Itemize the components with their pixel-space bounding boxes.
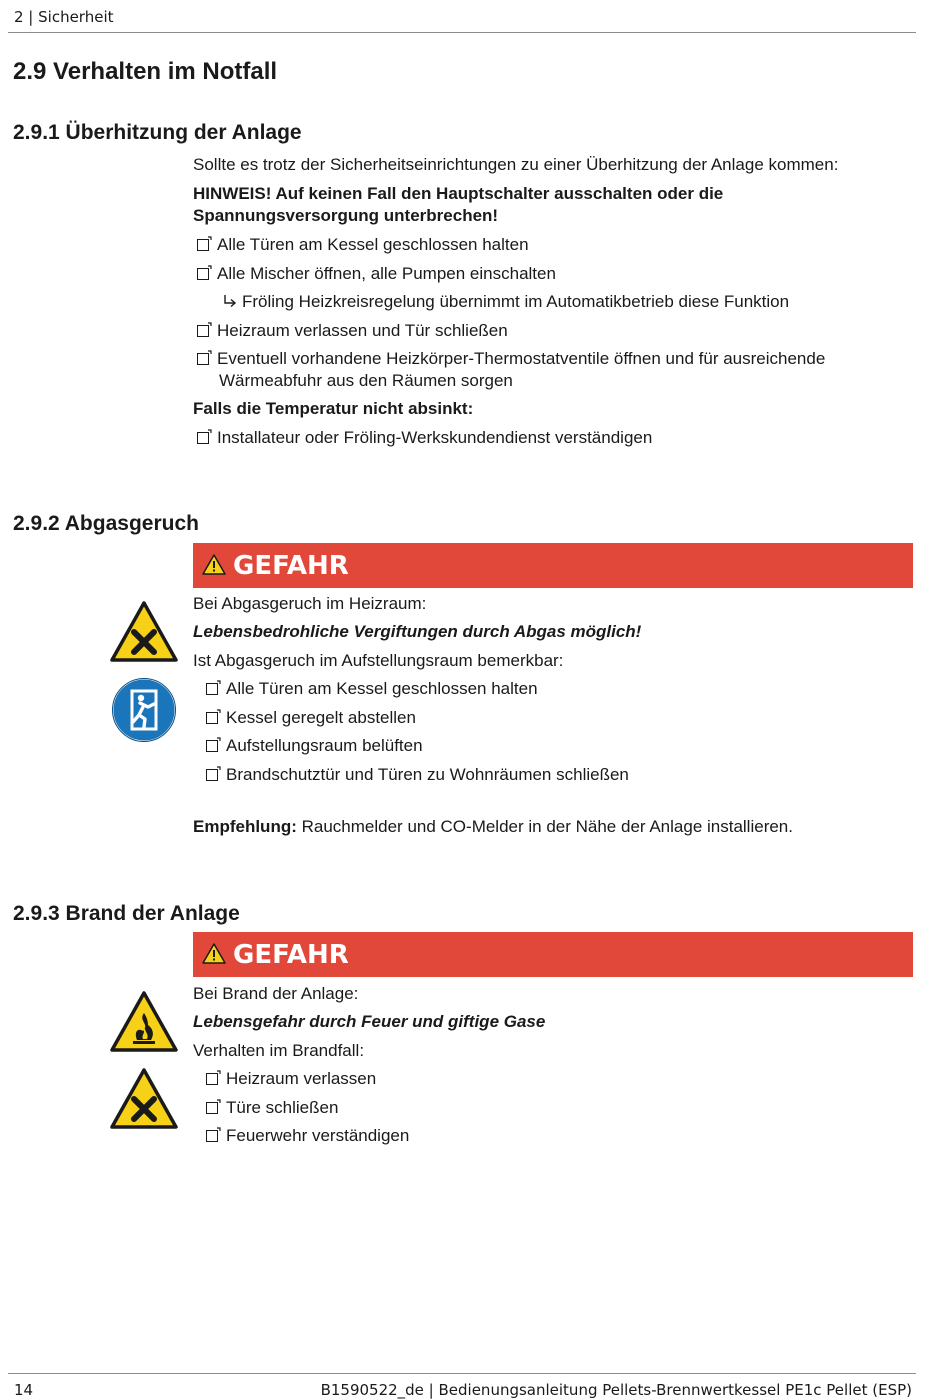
list-item: Aufstellungsraum belüften (206, 735, 423, 757)
list-item-continuation: Wärmeabfuhr aus den Räumen sorgen (219, 371, 513, 390)
recommendation-label: Empfehlung: (193, 817, 297, 836)
result-arrow-icon (222, 294, 238, 308)
list-item: Installateur oder Fröling-Werkskundendienst verständigen (197, 427, 652, 449)
condition-text: Falls die Temperatur nicht absinkt: (193, 399, 474, 418)
list-item: Eventuell vorhandene Heizkörper-Thermostatventile öffnen und für ausreichende (197, 348, 825, 370)
checkbox-icon (197, 432, 209, 444)
checkbox-icon (197, 353, 209, 365)
list-item: Heizraum verlassen und Tür schließen (197, 320, 508, 342)
footer-rule (8, 1373, 916, 1374)
list-item: Alle Mischer öffnen, alle Pumpen einschalten (197, 263, 556, 285)
document-id: B1590522_de | Bedienungsanleitung Pellets-Brennwertkessel PE1c Pellet (ESP) (320, 1381, 912, 1399)
danger-banner (193, 932, 913, 977)
exhaust-line-1: Bei Abgasgeruch im Heizraum: (193, 594, 427, 613)
fire-line-2: Lebensgefahr durch Feuer und giftige Gase (193, 1012, 546, 1031)
list-item: Brandschutztür und Türen zu Wohnräumen schließen (206, 764, 629, 786)
subsection-title-overheating: 2.9.1 Überhitzung der Anlage (13, 121, 302, 144)
warning-triangle-icon (202, 943, 226, 964)
checkbox-icon (206, 1130, 218, 1142)
checkbox-icon (197, 325, 209, 337)
result-item: Fröling Heizkreisregelung übernimmt im Automatikbetrieb diese Funktion (222, 291, 789, 313)
page-number: 14 (14, 1381, 34, 1399)
checkbox-icon (206, 1102, 218, 1114)
checkbox-icon (197, 239, 209, 251)
checkbox-icon (206, 712, 218, 724)
subsection-title-exhaust-smell: 2.9.2 Abgasgeruch (13, 512, 199, 535)
list-item: Heizraum verlassen (206, 1068, 376, 1090)
danger-banner (193, 543, 913, 588)
recommendation-text: Rauchmelder und CO-Melder in der Nähe der Anlage installieren. (296, 817, 793, 836)
checkbox-icon (206, 740, 218, 752)
list-item: Kessel geregelt abstellen (206, 707, 416, 729)
running-header: 2 | Sicherheit (14, 8, 114, 26)
list-item: Türe schließen (206, 1097, 338, 1119)
header-rule (8, 32, 916, 33)
recommendation (193, 816, 793, 838)
list-item: Feuerwehr verständigen (206, 1125, 409, 1147)
list-item: Alle Türen am Kessel geschlossen halten (197, 234, 529, 256)
harmful-substance-sign-icon (110, 601, 178, 662)
overheating-intro: Sollte es trotz der Sicherheitseinrichtungen zu einer Überhitzung der Anlage kommen: (193, 155, 839, 174)
danger-label: GEFAHR (233, 940, 349, 970)
subsection-title-fire: 2.9.3 Brand der Anlage (13, 902, 240, 925)
checkbox-icon (197, 268, 209, 280)
checkbox-icon (206, 769, 218, 781)
fire-line-3: Verhalten im Brandfall: (193, 1041, 365, 1060)
section-title: 2.9 Verhalten im Notfall (13, 58, 278, 85)
list-item: Alle Türen am Kessel geschlossen halten (206, 678, 538, 700)
notice-line-1: HINWEIS! Auf keinen Fall den Hauptschalter ausschalten oder die (193, 184, 724, 203)
exhaust-line-2: Lebensbedrohliche Vergiftungen durch Abgas möglich! (193, 622, 642, 641)
notice-line-2: Spannungsversorgung unterbrechen! (193, 206, 499, 225)
harmful-substance-sign-icon (110, 1068, 178, 1129)
warning-triangle-icon (202, 554, 226, 575)
danger-label: GEFAHR (233, 551, 349, 581)
checkbox-icon (206, 1073, 218, 1085)
emergency-exit-sign-icon (111, 677, 177, 743)
fire-line-1: Bei Brand der Anlage: (193, 984, 359, 1003)
checkbox-icon (206, 683, 218, 695)
flammable-sign-icon (110, 991, 178, 1052)
exhaust-line-3: Ist Abgasgeruch im Aufstellungsraum bemerkbar: (193, 651, 564, 670)
